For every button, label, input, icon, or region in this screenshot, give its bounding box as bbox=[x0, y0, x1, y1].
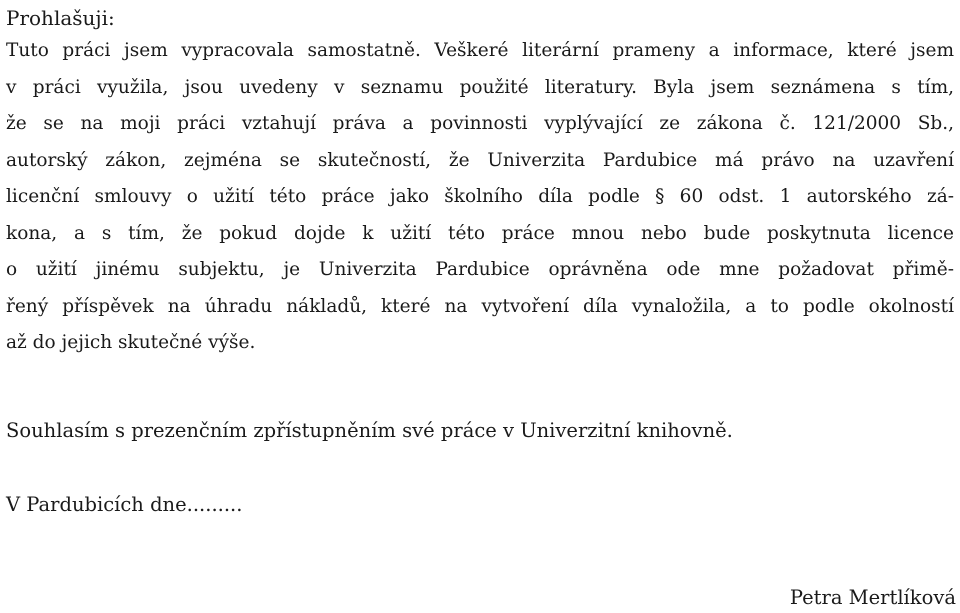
declaration-line: že se na moji práci vztahují práva a povinnosti vyplývající ze zákona č. 121/2000 Sb., bbox=[6, 113, 954, 134]
declaration-line: v práci využila, jsou uvedeny v seznamu použité literatury. Byla jsem seznámena s tím, bbox=[6, 76, 954, 98]
declaration-line: řený příspěvek na úhradu nákladů, které na vytvoření díla vynaložila, a to podle okolností bbox=[6, 295, 954, 317]
declaration-page bbox=[6, 0, 954, 608]
declaration-line: Tuto práci jsem vypracovala samostatně. Veškeré literární prameny a informace, které jsem bbox=[6, 40, 954, 61]
declaration-line: licenční smlouvy o užití této práce jako školního díla podle § 60 odst. 1 autorského zá- bbox=[6, 186, 954, 207]
place-date-line: V Pardubicích dne......... bbox=[6, 493, 243, 516]
declaration-line: autorský zákon, zejména se skutečností, že Univerzita Pardubice má právo na uzavření bbox=[6, 149, 954, 171]
declaration-line: o užití jinému subjektu, je Univerzita Pardubice oprávněna ode mne požadovat přimě- bbox=[6, 259, 954, 280]
declaration-line: kona, a s tím, že pokud dojde k užití této práce mnou nebo bude poskytnuta licence bbox=[6, 222, 954, 244]
declaration-paragraph bbox=[6, 33, 954, 362]
declaration-heading: Prohlašuji: bbox=[6, 6, 115, 30]
declaration-line: až do jejich skutečné výše. bbox=[6, 332, 256, 353]
author-signature-name: Petra Mertlíková bbox=[789, 586, 956, 609]
library-consent-statement: Souhlasím s prezenčním zpřístupněním své práce v Univerzitní knihovně. bbox=[6, 419, 733, 442]
